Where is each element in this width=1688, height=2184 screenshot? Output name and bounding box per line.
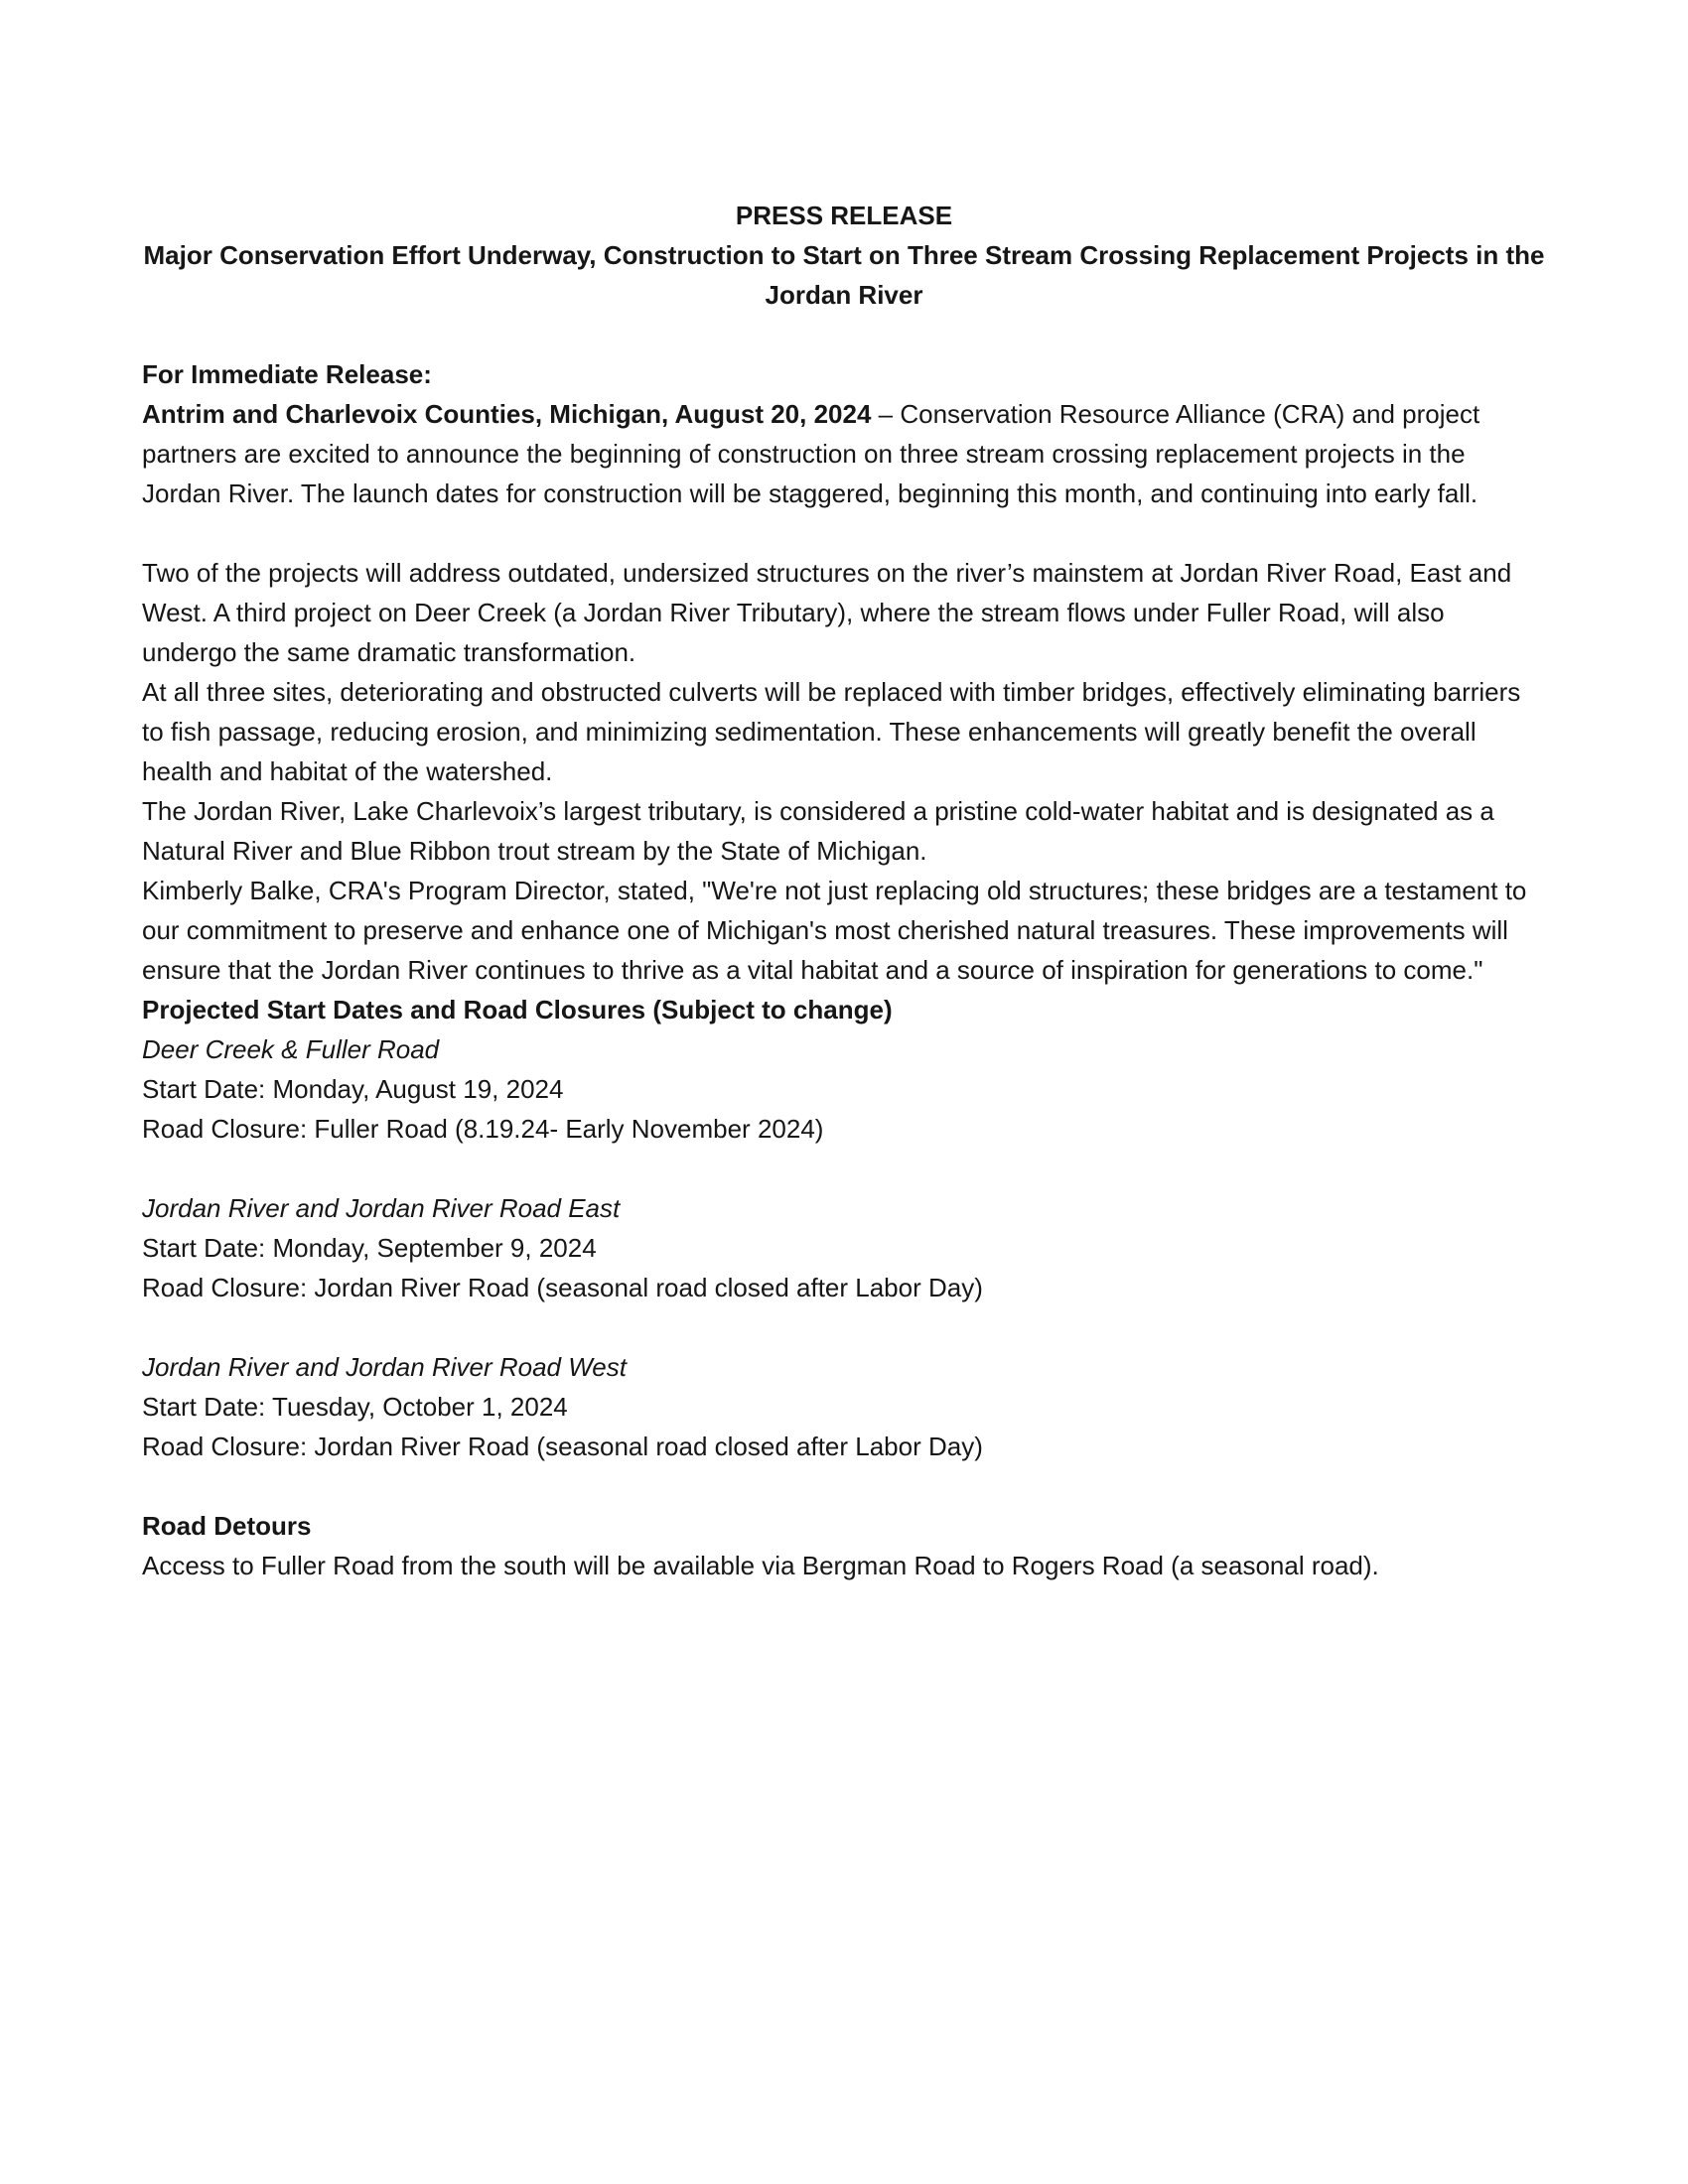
road-detours-section <box>142 1506 1546 1585</box>
schedule-entry-site: Jordan River and Jordan River Road East <box>142 1193 621 1223</box>
intro-body: Conservation Resource Alliance (CRA) and project partners are excited to announce the beginning of construction on three stream crossing replacement projects in the Jordan River. The launch dates for construction will be staggered, beginning this month, and continuing into early fall. <box>142 399 1480 508</box>
dateline-separator: – <box>871 399 901 429</box>
body-paragraph-3: The Jordan River, Lake Charlevoix’s largest tributary, is considered a pristine cold-water habitat and is designated as a Natural River and Blue Ribbon trout stream by the State of Michigan. <box>142 796 1494 866</box>
schedule-entry-deer-creek <box>142 1029 1546 1149</box>
schedule-entry-start-date: Start Date: Tuesday, October 1, 2024 <box>142 1392 568 1422</box>
schedule-entry-start-date: Start Date: Monday, September 9, 2024 <box>142 1233 597 1263</box>
road-detours-body: Access to Fuller Road from the south will be available via Bergman Road to Rogers Road (a seasonal road). <box>142 1551 1379 1580</box>
document-title: PRESS RELEASE <box>735 201 953 230</box>
body-paragraph-quote: Kimberly Balke, CRA's Program Director, stated, "We're not just replacing old structures; these bridges are a testament to our commitment to preserve and enhance one of Michigan's most cherished natural treasures. These improvements will ensure that the Jordan River continues to thrive as a vital habitat and a source of inspiration for generations to come." <box>142 876 1527 985</box>
schedule-entry-road-closure: Road Closure: Fuller Road (8.19.24- Early November 2024) <box>142 1114 824 1144</box>
schedule-entry-start-date: Start Date: Monday, August 19, 2024 <box>142 1074 564 1104</box>
road-detours-heading: Road Detours <box>142 1511 312 1541</box>
dateline: Antrim and Charlevoix Counties, Michigan, August 20, 2024 <box>142 399 872 429</box>
dateline-paragraph <box>142 394 1546 513</box>
intro-paragraph <box>142 354 1546 513</box>
schedule-entry-site: Deer Creek & Fuller Road <box>142 1034 440 1064</box>
body-paragraph-2: At all three sites, deteriorating and obstructed culverts will be replaced with timber bridges, effectively eliminating barriers to fish passage, reducing erosion, and minimizing sedimentation. These enhancements will greatly benefit the overall health and habitat of the watershed. <box>142 677 1521 786</box>
schedule-heading: Projected Start Dates and Road Closures (Subject to change) <box>142 995 893 1024</box>
title-block <box>142 196 1546 315</box>
schedule-entry-road-closure: Road Closure: Jordan River Road (seasonal road closed after Labor Day) <box>142 1273 983 1302</box>
schedule-entry-jordan-west <box>142 1347 1546 1466</box>
schedule-entry-road-closure: Road Closure: Jordan River Road (seasonal road closed after Labor Day) <box>142 1432 983 1461</box>
schedule-section <box>142 990 1546 1466</box>
release-label: For Immediate Release: <box>142 359 432 389</box>
document-headline: Major Conservation Effort Underway, Construction to Start on Three Stream Crossing Replacement Projects in the Jordan River <box>143 240 1545 310</box>
schedule-entry-site: Jordan River and Jordan River Road West <box>142 1352 627 1382</box>
press-release-document <box>142 196 1546 1585</box>
schedule-entry-jordan-east <box>142 1188 1546 1307</box>
body-paragraph-1: Two of the projects will address outdated, undersized structures on the river’s mainstem at Jordan River Road, East and West. A third project on Deer Creek (a Jordan River Tributary), where the stream flows under Fuller Road, will also undergo the same dramatic transformation. <box>142 558 1512 667</box>
